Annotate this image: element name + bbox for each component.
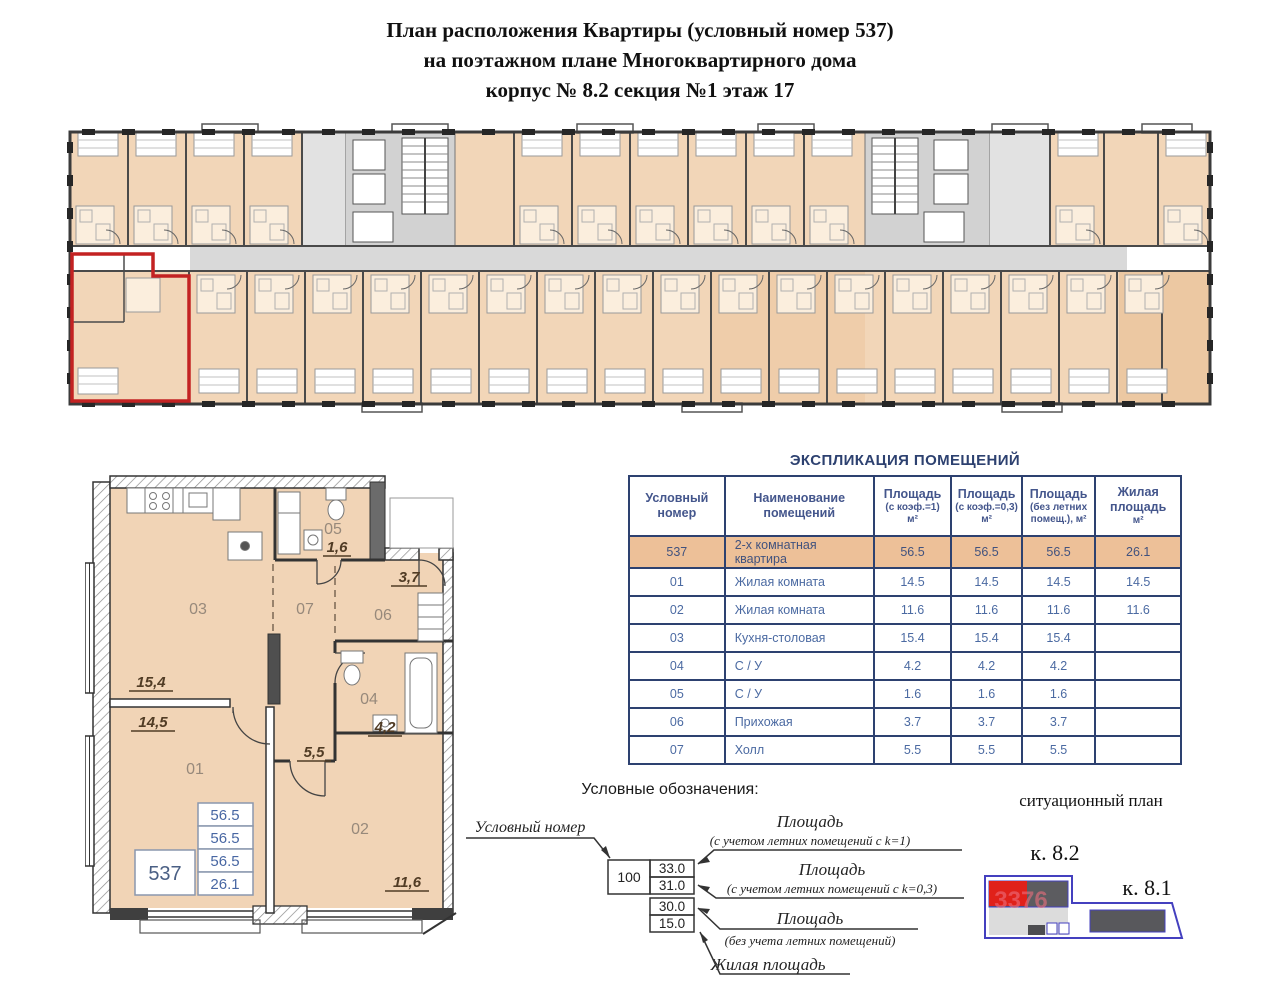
explication-section <box>628 452 1182 765</box>
explication-table <box>628 475 1182 765</box>
table-row-07: 07 Холл 5.5 5.5 5.5 <box>629 736 1181 764</box>
legend-value-4: 15.0 <box>658 916 686 931</box>
legend-label1a: Площадь <box>776 812 844 831</box>
legend-label3b: (без учета летних помещений) <box>724 933 896 948</box>
table-row-04: 04 С / У 4.2 4.2 4.2 <box>629 652 1181 680</box>
legend-labels <box>709 812 937 974</box>
table-row-05: 05 С / У 1.6 1.6 1.6 <box>629 680 1181 708</box>
table-header-row <box>629 476 1181 536</box>
page-title-line1: План расположения Квартиры (условный номер 537) <box>386 18 894 42</box>
table-row-537: 537 2-х комнатная квартира 56.5 56.5 56.5 26.1 <box>629 536 1181 568</box>
room-label-01: 01 <box>186 761 204 778</box>
legend-label2b: (с учетом летних помещений с k=0,3) <box>726 881 938 896</box>
room-label-05: 05 <box>324 521 342 538</box>
legend-unit-number-line <box>466 838 610 858</box>
col-header-number: Условный номер <box>629 476 725 536</box>
legend-value-1: 33.0 <box>658 861 686 876</box>
explication-title: ЭКСПЛИКАЦИЯ ПОМЕЩЕНИЙ <box>789 452 1021 469</box>
table-row-06: 06 Прихожая 3.7 3.7 3.7 <box>629 708 1181 736</box>
table-row-02: 02 Жилая комната 11.6 11.6 11.6 11.6 <box>629 596 1181 624</box>
area-07: 5,5 <box>303 744 325 761</box>
legend-title: Условные обозначения: <box>581 781 759 798</box>
legend-label4: Жилая площадь <box>710 955 826 974</box>
area-06: 3,7 <box>398 569 420 586</box>
stair-core-left <box>345 132 455 246</box>
col-header-name: Наименование помещений <box>725 476 874 536</box>
room-label-06: 06 <box>374 607 392 624</box>
room-label-04: 04 <box>360 691 378 708</box>
area-01: 14,5 <box>138 714 168 731</box>
stamp-value-3: 56.5 <box>210 853 240 870</box>
building-8-1-body <box>1090 910 1165 932</box>
legend-value-2: 31.0 <box>658 878 686 893</box>
room-label-02: 02 <box>351 821 369 838</box>
legend-values <box>659 861 685 931</box>
legend-label2a: Площадь <box>798 860 866 879</box>
area-04: 4,2 <box>374 719 396 736</box>
fridge-icon <box>278 492 300 554</box>
area-03: 15,4 <box>136 674 166 691</box>
toilet-icon <box>341 651 363 663</box>
stove-icon <box>145 488 173 513</box>
situational-plan <box>973 788 1225 968</box>
legend-value-3: 30.0 <box>658 899 686 914</box>
toilet-icon <box>326 488 346 500</box>
stair-core-right <box>865 132 990 246</box>
washing-machine-icon <box>304 530 322 550</box>
small-block <box>1028 925 1045 935</box>
area-02: 11,6 <box>392 874 422 891</box>
page-title-line2: на поэтажном плане Многоквартирного дома <box>423 47 857 72</box>
page-title <box>0 16 1280 105</box>
entry-landing <box>390 498 453 548</box>
small-block <box>1059 923 1069 934</box>
legend <box>458 772 966 977</box>
stamp-value-4: 26.1 <box>210 876 240 893</box>
small-block <box>1047 923 1057 934</box>
table-row-03: 03 Кухня-столовая 15.4 15.4 15.4 <box>629 624 1181 652</box>
apartment-plan <box>85 468 460 938</box>
situational-title: ситуационный план <box>1019 791 1163 810</box>
room-label-07: 07 <box>296 601 314 618</box>
stamp-number: 537 <box>148 863 182 885</box>
col-header-living-area: Жилая площадь м² <box>1095 476 1181 536</box>
watermark: 3376 <box>994 887 1048 914</box>
central-corridor <box>190 246 1127 271</box>
stamp-value-2: 56.5 <box>210 830 240 847</box>
floor-plan <box>62 122 1218 414</box>
wardrobe-icons <box>418 593 443 641</box>
col-header-area-nosummer: Площадь (без летних помещ.), м² <box>1022 476 1096 536</box>
legend-unit-number-label: Условный номер <box>474 819 586 836</box>
bottom-wall <box>110 906 456 934</box>
table-row-01: 01 Жилая комната 14.5 14.5 14.5 14.5 <box>629 568 1181 596</box>
col-header-area-k1: Площадь (с коэф.=1) м² <box>874 476 952 536</box>
legend-arrowheads <box>698 857 710 943</box>
page-title-line3: корпус № 8.2 секция №1 этаж 17 <box>485 77 795 102</box>
building-8-1-label: к. 8.1 <box>1122 875 1172 900</box>
legend-example-number: 100 <box>617 869 641 885</box>
legend-label1b: (с учетом летних помещений с k=1) <box>709 833 911 848</box>
col-header-area-k03: Площадь (с коэф.=0,3) м² <box>951 476 1022 536</box>
room-label-03: 03 <box>189 601 207 618</box>
legend-label3a: Площадь <box>776 909 844 928</box>
area-05: 1,6 <box>326 539 348 556</box>
stamp-value-1: 56.5 <box>210 807 240 824</box>
building-8-2-label: к. 8.2 <box>1030 840 1080 865</box>
